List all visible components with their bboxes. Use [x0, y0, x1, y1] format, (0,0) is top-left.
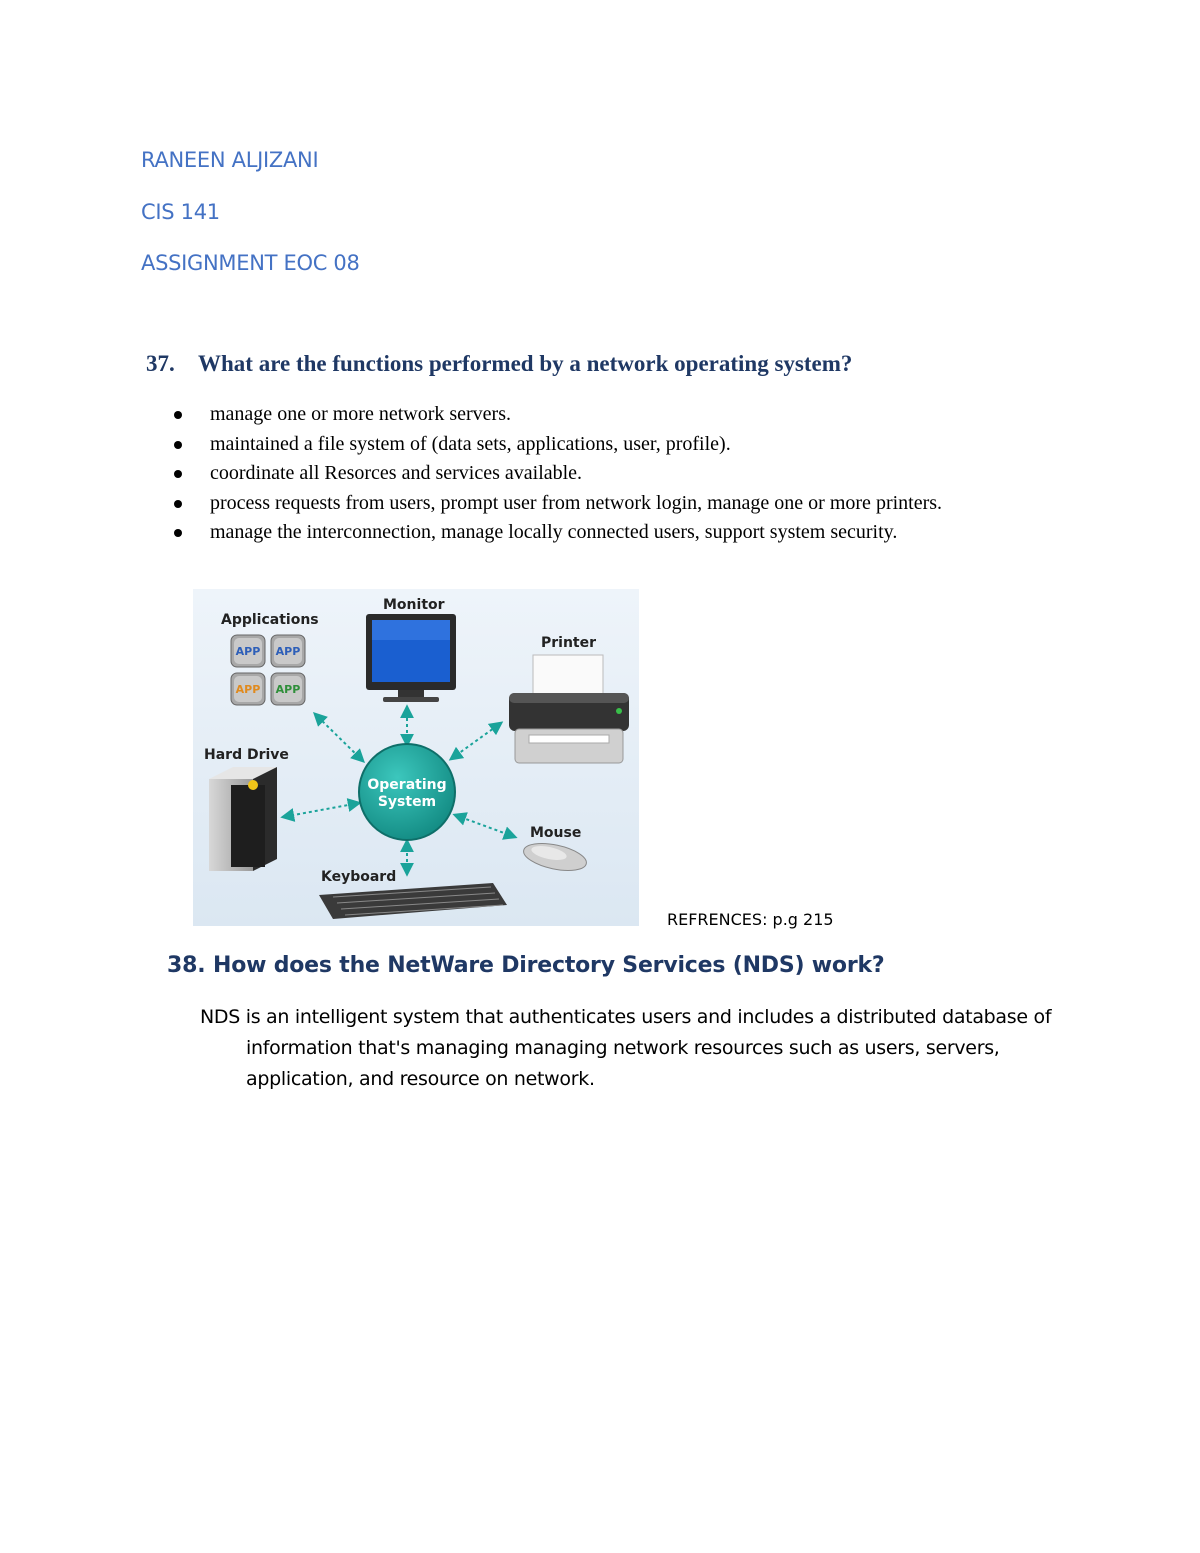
list-item: [174, 489, 1034, 519]
app-tile-label: APP: [275, 645, 301, 658]
reference-note: REFRENCES: p.g 215: [667, 910, 834, 929]
os-label-line1: Operating: [367, 777, 447, 793]
hard-drive-label: Hard Drive: [204, 747, 289, 763]
printer-label: Printer: [541, 635, 597, 651]
list-item: [174, 430, 1034, 460]
bullet-icon: [174, 500, 182, 508]
app-tile-label: APP: [275, 683, 301, 696]
keyboard-label: Keyboard: [321, 869, 397, 885]
os-label-line2: System: [377, 794, 437, 810]
author-name: RANEEN ALJIZANI: [141, 148, 319, 172]
list-item: [174, 459, 1034, 489]
list-item: [174, 400, 1034, 430]
list-item: [174, 518, 1034, 548]
assignment-title: ASSIGNMENT EOC 08: [141, 251, 360, 275]
question-38-text: How does the NetWare Directory Services (NDS) work?: [213, 953, 885, 978]
printer-icon: [509, 655, 629, 763]
bullet-icon: [174, 411, 182, 419]
arrow-hard-drive: [283, 803, 359, 817]
bullet-icon: [174, 529, 182, 537]
functions-list: [174, 400, 1034, 548]
bullet-icon: [174, 470, 182, 478]
question-37-heading: [146, 351, 852, 377]
app-tile-label: APP: [235, 683, 261, 696]
question-38-answer: NDS is an intelligent system that authenticates users and includes a distributed database of information that's managing managing network resources such as users, servers, application, and resource on network.: [200, 1006, 1052, 1090]
mouse-icon: [521, 839, 589, 876]
list-item-text: manage one or more network servers.: [210, 403, 511, 425]
question-38-heading: [167, 953, 885, 978]
question-37-number: 37.: [146, 351, 175, 376]
course-code: CIS 141: [141, 200, 220, 224]
arrow-applications: [315, 714, 363, 761]
question-38-number: 38.: [167, 953, 206, 978]
list-item-text: process requests from users, prompt user from network login, manage one or more printers.: [210, 491, 943, 514]
monitor-icon: [366, 614, 456, 702]
keyboard-icon: [319, 883, 507, 919]
question-37-text: What are the functions performed by a network operating system?: [198, 351, 853, 376]
applications-label: Applications: [221, 612, 319, 628]
list-item-text: manage the interconnection, manage locally connected users, support system security.: [210, 521, 898, 543]
arrow-printer: [451, 723, 501, 759]
list-item-text: coordinate all Resorces and services available.: [210, 462, 583, 484]
hard-drive-icon: [209, 767, 277, 871]
list-item-text: maintained a file system of (data sets, applications, user, profile).: [210, 432, 731, 455]
app-tile-label: APP: [235, 645, 261, 658]
operating-system-node: [359, 744, 455, 840]
arrow-mouse: [455, 815, 515, 837]
mouse-label: Mouse: [530, 825, 582, 841]
os-diagram: [193, 589, 639, 926]
monitor-label: Monitor: [383, 597, 445, 613]
bullet-icon: [174, 441, 182, 449]
app-tiles: [231, 635, 305, 705]
